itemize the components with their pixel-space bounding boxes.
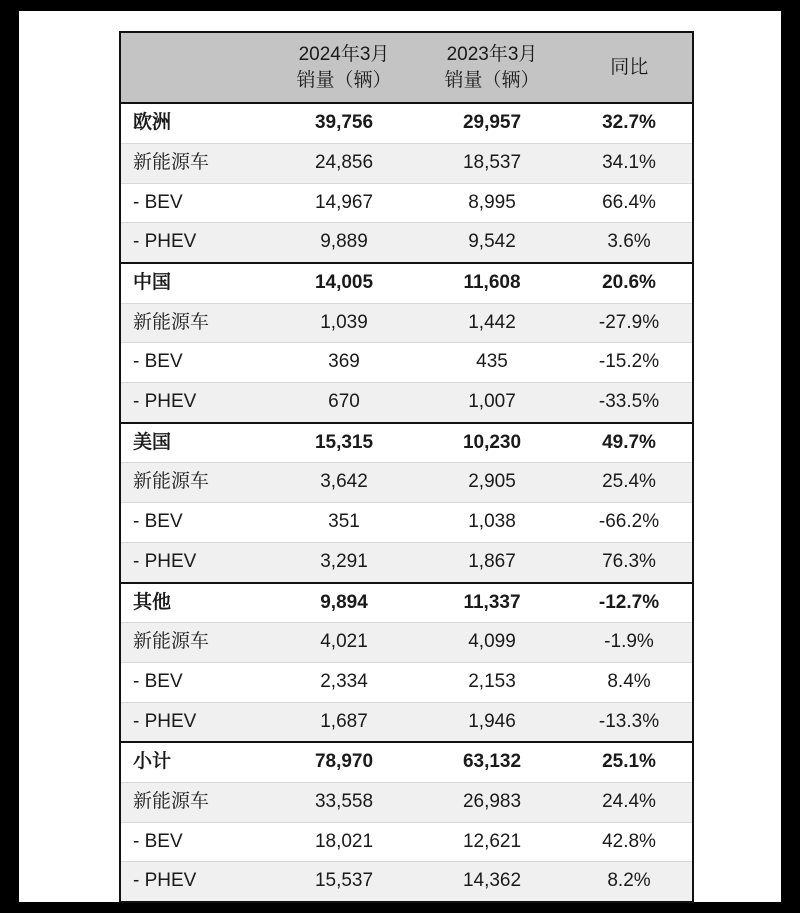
row-label: 小计	[120, 742, 270, 782]
header-corner-cell	[120, 32, 270, 103]
row-value-2023: 1,442	[418, 303, 566, 343]
table-row	[120, 782, 693, 822]
header-2023-sales	[418, 32, 566, 103]
row-label: - PHEV	[120, 223, 270, 263]
row-value-2023: 14,362	[418, 862, 566, 902]
row-yoy: 32.7%	[566, 103, 693, 143]
table-row	[120, 623, 693, 663]
row-value-2024: 14,967	[270, 183, 418, 223]
row-label: 中国	[120, 263, 270, 303]
table-row	[120, 862, 693, 902]
row-label: 其他	[120, 583, 270, 623]
header-2024-line1: 2024年3月	[298, 44, 390, 65]
row-value-2024: 15,537	[270, 862, 418, 902]
row-value-2024: 24,856	[270, 143, 418, 183]
table-row	[120, 702, 693, 742]
table-row	[120, 662, 693, 702]
sales-table-container	[119, 31, 692, 903]
row-value-2023: 1,038	[418, 503, 566, 543]
row-value-2024: 15,315	[270, 423, 418, 463]
table-body	[120, 103, 693, 902]
row-value-2023: 1,007	[418, 383, 566, 423]
row-value-2024: 1,039	[270, 303, 418, 343]
row-yoy: 24.4%	[566, 782, 693, 822]
row-value-2024: 1,687	[270, 702, 418, 742]
row-label: - PHEV	[120, 702, 270, 742]
table-row	[120, 822, 693, 862]
row-yoy: 25.4%	[566, 463, 693, 503]
row-value-2023: 4,099	[418, 623, 566, 663]
row-value-2024: 2,334	[270, 662, 418, 702]
row-value-2023: 8,995	[418, 183, 566, 223]
header-2024-line2: 销量（辆）	[296, 69, 392, 91]
table-row	[120, 343, 693, 383]
row-value-2023: 1,946	[418, 702, 566, 742]
row-label: 新能源车	[120, 303, 270, 343]
row-yoy: 3.6%	[566, 223, 693, 263]
row-yoy: 66.4%	[566, 183, 693, 223]
table-header	[120, 32, 693, 103]
row-label: - BEV	[120, 503, 270, 543]
row-value-2024: 14,005	[270, 263, 418, 303]
table-row	[120, 503, 693, 543]
row-label: - BEV	[120, 183, 270, 223]
row-value-2024: 18,021	[270, 822, 418, 862]
row-value-2023: 10,230	[418, 423, 566, 463]
row-label: 新能源车	[120, 143, 270, 183]
row-value-2023: 11,608	[418, 263, 566, 303]
row-yoy: -15.2%	[566, 343, 693, 383]
row-value-2023: 12,621	[418, 822, 566, 862]
row-value-2024: 3,642	[270, 463, 418, 503]
table-row	[120, 542, 693, 582]
row-value-2023: 18,537	[418, 143, 566, 183]
row-value-2024: 351	[270, 503, 418, 543]
row-value-2024: 4,021	[270, 623, 418, 663]
row-value-2023: 2,905	[418, 463, 566, 503]
row-value-2023: 435	[418, 343, 566, 383]
row-value-2023: 1,867	[418, 542, 566, 582]
document-page	[19, 11, 781, 902]
row-value-2024: 369	[270, 343, 418, 383]
row-value-2024: 33,558	[270, 782, 418, 822]
row-value-2024: 39,756	[270, 103, 418, 143]
row-yoy: 42.8%	[566, 822, 693, 862]
row-yoy: 34.1%	[566, 143, 693, 183]
row-label: 美国	[120, 423, 270, 463]
row-label: - BEV	[120, 343, 270, 383]
row-yoy: -1.9%	[566, 623, 693, 663]
table-row	[120, 463, 693, 503]
row-yoy: -66.2%	[566, 503, 693, 543]
table-row	[120, 263, 693, 303]
row-value-2023: 9,542	[418, 223, 566, 263]
row-value-2023: 29,957	[418, 103, 566, 143]
row-yoy: -33.5%	[566, 383, 693, 423]
row-value-2023: 2,153	[418, 662, 566, 702]
row-label: - PHEV	[120, 383, 270, 423]
table-row	[120, 742, 693, 782]
sales-table	[119, 31, 694, 903]
row-value-2023: 63,132	[418, 742, 566, 782]
row-label: 新能源车	[120, 623, 270, 663]
row-label: - BEV	[120, 662, 270, 702]
row-label: - PHEV	[120, 542, 270, 582]
header-2024-sales	[270, 32, 418, 103]
table-row	[120, 383, 693, 423]
row-yoy: -27.9%	[566, 303, 693, 343]
row-yoy: 20.6%	[566, 263, 693, 303]
row-value-2023: 11,337	[418, 583, 566, 623]
row-label: 新能源车	[120, 463, 270, 503]
table-row	[120, 423, 693, 463]
row-label: 欧洲	[120, 103, 270, 143]
header-2023-line2: 销量（辆）	[444, 69, 540, 91]
header-row	[120, 32, 693, 103]
row-yoy: 8.4%	[566, 662, 693, 702]
row-yoy: 49.7%	[566, 423, 693, 463]
row-yoy: -13.3%	[566, 702, 693, 742]
row-value-2024: 78,970	[270, 742, 418, 782]
row-yoy: 76.3%	[566, 542, 693, 582]
table-row	[120, 223, 693, 263]
row-value-2024: 9,889	[270, 223, 418, 263]
header-yoy: 同比	[566, 32, 693, 103]
table-row	[120, 303, 693, 343]
table-row	[120, 183, 693, 223]
table-row	[120, 103, 693, 143]
row-yoy: -12.7%	[566, 583, 693, 623]
row-value-2024: 9,894	[270, 583, 418, 623]
row-yoy: 25.1%	[566, 742, 693, 782]
row-label: 新能源车	[120, 782, 270, 822]
table-row	[120, 583, 693, 623]
row-yoy: 8.2%	[566, 862, 693, 902]
table-row	[120, 143, 693, 183]
row-label: - PHEV	[120, 862, 270, 902]
row-value-2024: 3,291	[270, 542, 418, 582]
row-value-2023: 26,983	[418, 782, 566, 822]
row-label: - BEV	[120, 822, 270, 862]
row-value-2024: 670	[270, 383, 418, 423]
header-2023-line1: 2023年3月	[446, 44, 538, 65]
